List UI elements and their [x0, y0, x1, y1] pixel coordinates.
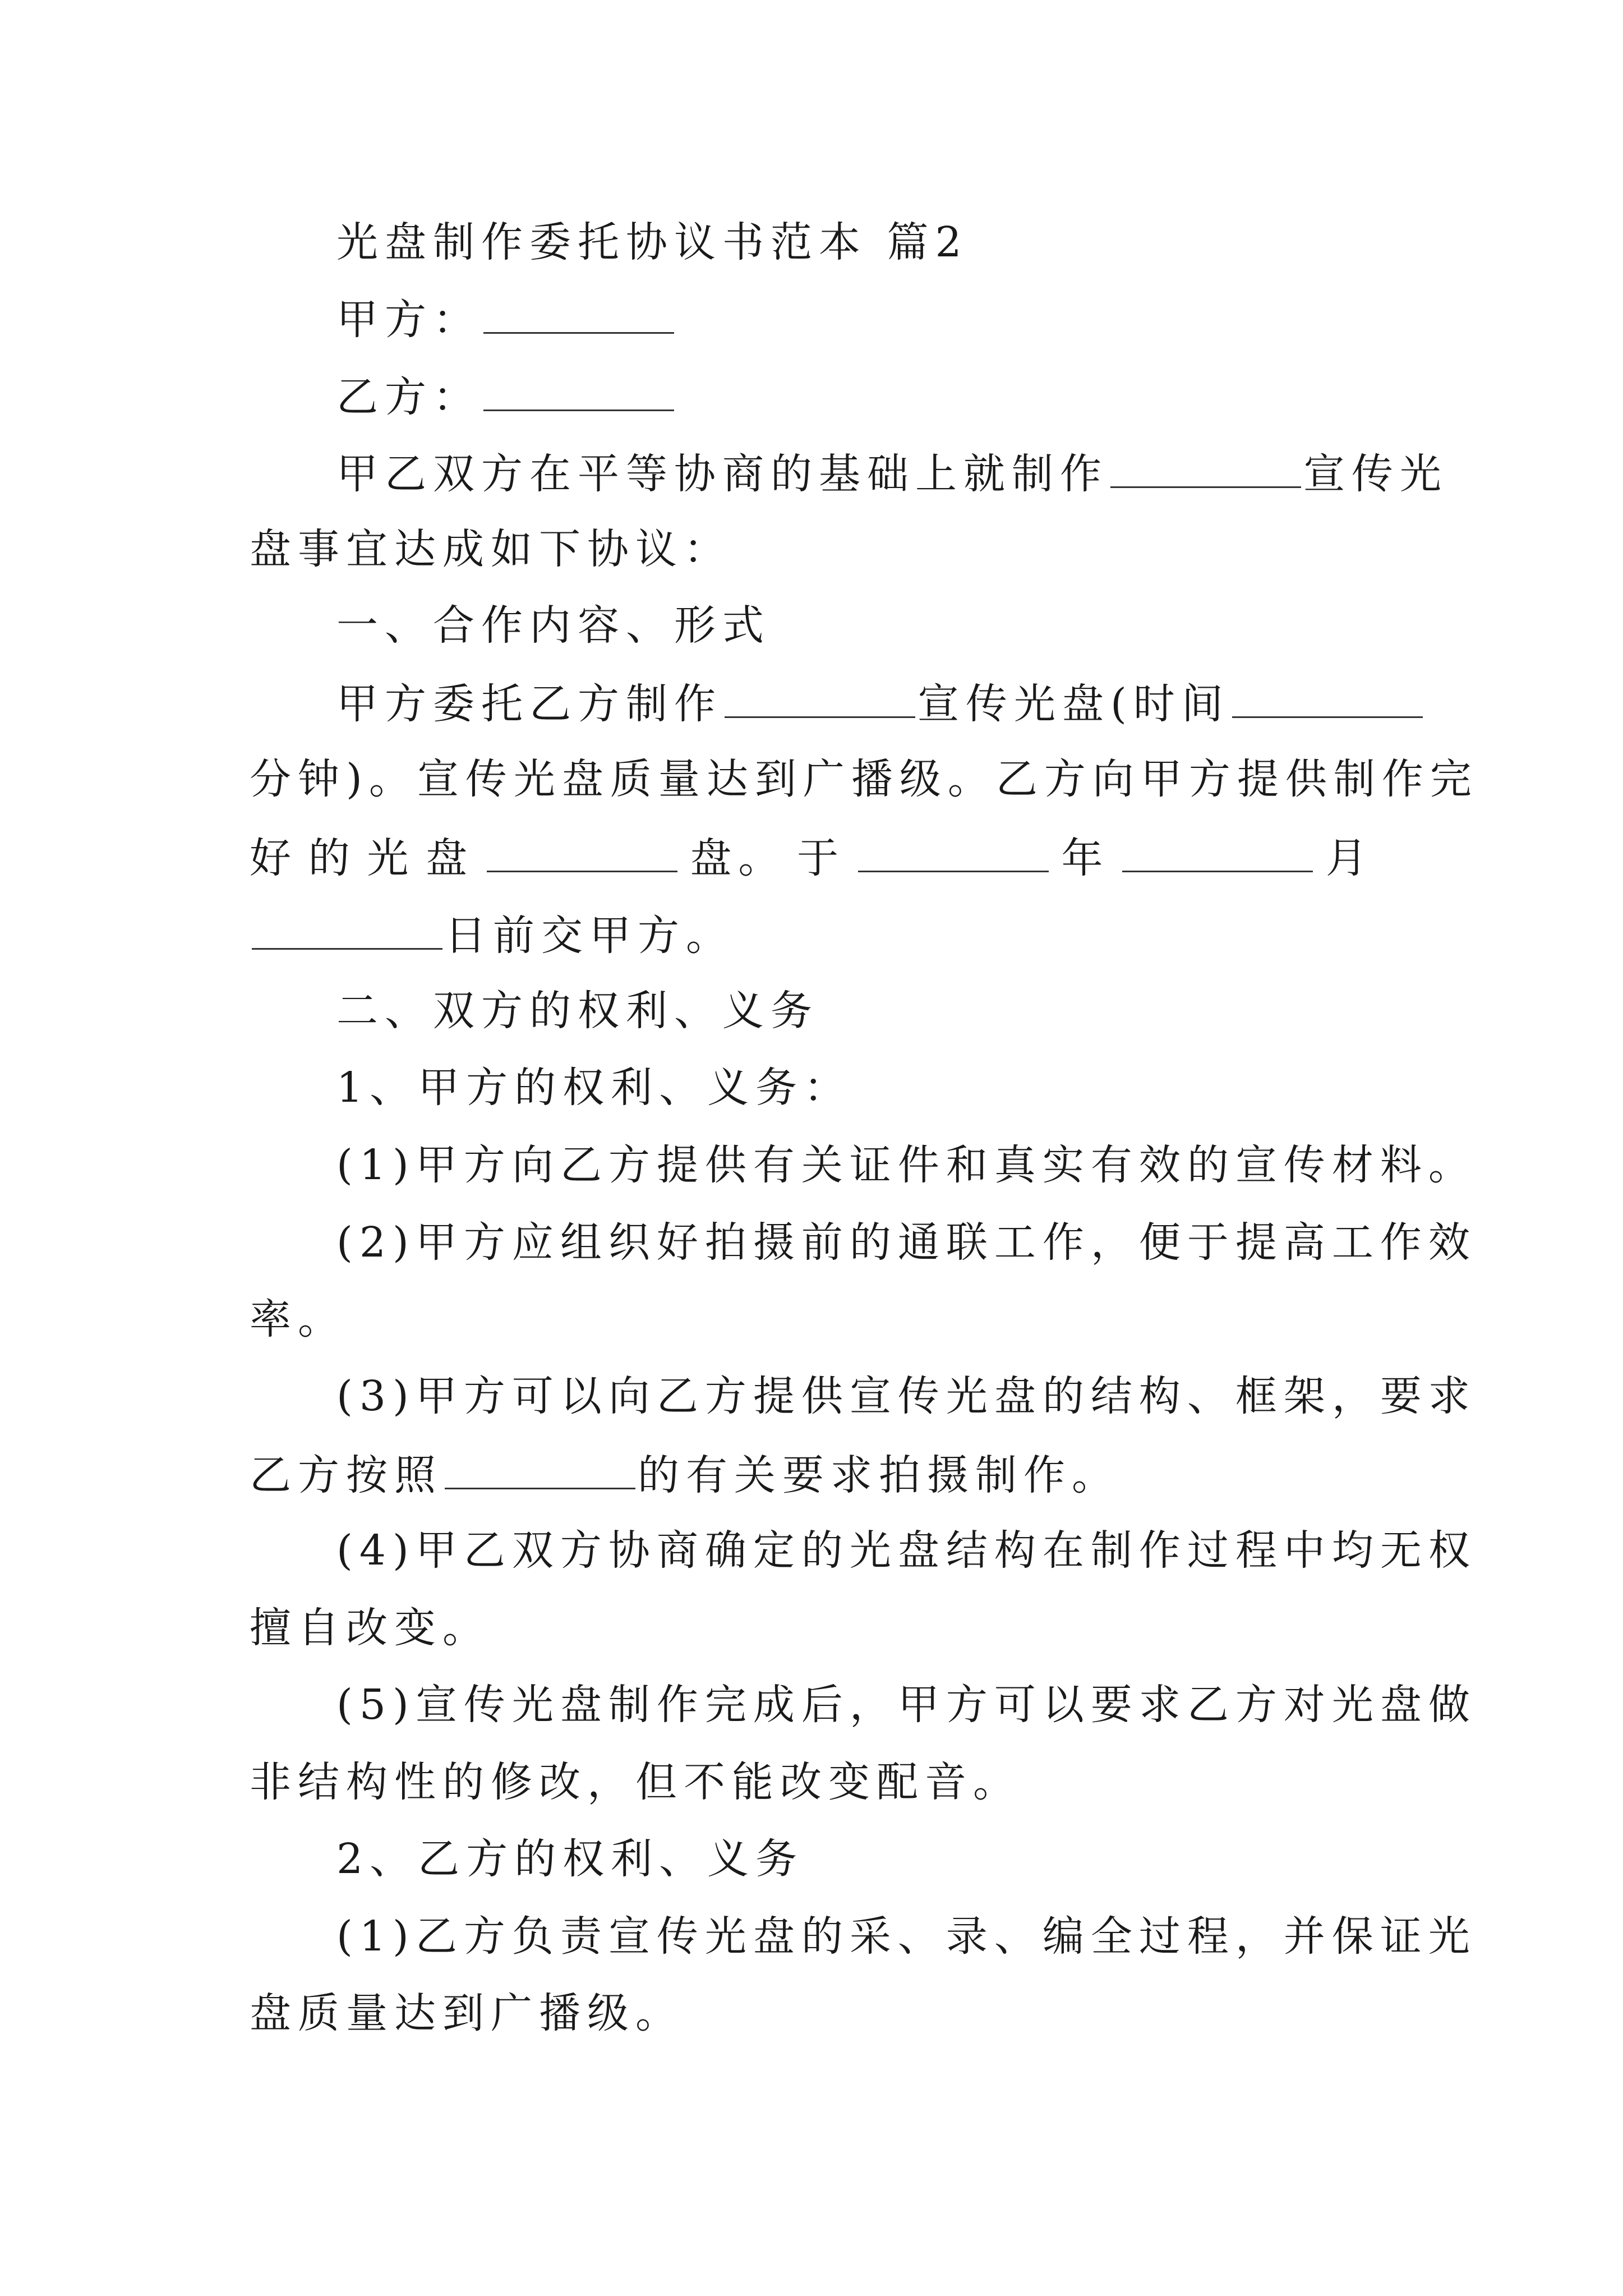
- intro-line-2: 盘事宜达成如下协议：: [250, 525, 732, 573]
- sec1-line-1: [336, 680, 1425, 728]
- sec1-char: 好: [250, 834, 298, 882]
- party-a-line: [336, 296, 676, 344]
- clause-a4-line-2: 擅自改变。: [250, 1604, 491, 1652]
- sec1-text-1a: 甲方委托乙方制作: [336, 680, 722, 728]
- clause-a3-line-2: [250, 1451, 1120, 1499]
- sec1-blank-month: [1122, 836, 1313, 872]
- intro-line-1: [336, 450, 1448, 498]
- section-2-title: 二、双方的权利、义务: [336, 987, 819, 1035]
- sec1-char: 盘。: [690, 834, 787, 882]
- intro-text-1b: 宣传光: [1303, 450, 1448, 498]
- sec1-char: 年: [1061, 834, 1110, 882]
- clause-a5-line-2: 非结构性的修改，但不能改变配音。: [250, 1758, 1021, 1806]
- clause-b1-line-2: 盘质量达到广播级。: [250, 1989, 684, 2037]
- clause-a2-line-2: 率。: [250, 1295, 346, 1343]
- sec1-line-4: [250, 912, 734, 960]
- sec1-blank-day: [252, 913, 442, 950]
- sec1-text-1b: 宣传光盘(时间: [917, 680, 1230, 728]
- clause-a3-blank: [445, 1453, 635, 1489]
- sec1-blank-3: [487, 836, 677, 872]
- intro-text-1: 甲乙双方在平等协商的基础上就制作: [336, 450, 1108, 498]
- sec1-char: 月: [1325, 834, 1374, 882]
- clause-b1-line-1: (1)乙方负责宣传光盘的采、录、编全过程，并保证光: [336, 1912, 1477, 1961]
- party-b-label: 乙方：: [336, 373, 481, 421]
- clause-a3-line-1: (3)甲方可以向乙方提供宣传光盘的结构、框架，要求: [336, 1372, 1477, 1420]
- clause-a3-text-b: 的有关要求拍摄制作。: [638, 1451, 1120, 1499]
- party-a-label: 甲方：: [336, 296, 481, 344]
- sec1-blank-2: [1232, 682, 1423, 718]
- clause-a1: (1)甲方向乙方提供有关证件和真实有效的宣传材料。: [336, 1141, 1477, 1189]
- party-b-line: [336, 373, 676, 421]
- sec1-text-4: 日前交甲方。: [445, 912, 734, 960]
- clause-a2-line-1: (2)甲方应组织好拍摄前的通联工作，便于提高工作效: [336, 1218, 1477, 1267]
- sec1-char: 盘: [426, 834, 474, 882]
- subsection-2-title: 2、乙方的权利、义务: [336, 1835, 804, 1883]
- document-title: 光盘制作委托协议书范本 篇2: [336, 218, 969, 266]
- sec1-char: 的: [308, 834, 357, 882]
- sec1-blank-1: [725, 682, 915, 718]
- sec1-char: 光: [367, 834, 416, 882]
- sec1-char: 于: [797, 834, 846, 882]
- party-a-blank: [483, 297, 674, 334]
- sec1-blank-year: [858, 836, 1049, 872]
- sec1-line-3: [250, 834, 1374, 882]
- clause-a3-text-a: 乙方按照: [250, 1451, 442, 1499]
- clause-a4-line-1: (4)甲乙双方协商确定的光盘结构在制作过程中均无权: [336, 1526, 1477, 1575]
- intro-blank: [1110, 452, 1301, 488]
- sec1-line-2: 分钟)。宣传光盘质量达到广播级。乙方向甲方提供制作完: [250, 755, 1478, 803]
- section-1-title: 一、合作内容、形式: [336, 601, 771, 650]
- clause-a5-line-1: (5)宣传光盘制作完成后，甲方可以要求乙方对光盘做: [336, 1681, 1477, 1729]
- subsection-1-title: 1、甲方的权利、义务：: [336, 1064, 852, 1112]
- party-b-blank: [483, 375, 674, 411]
